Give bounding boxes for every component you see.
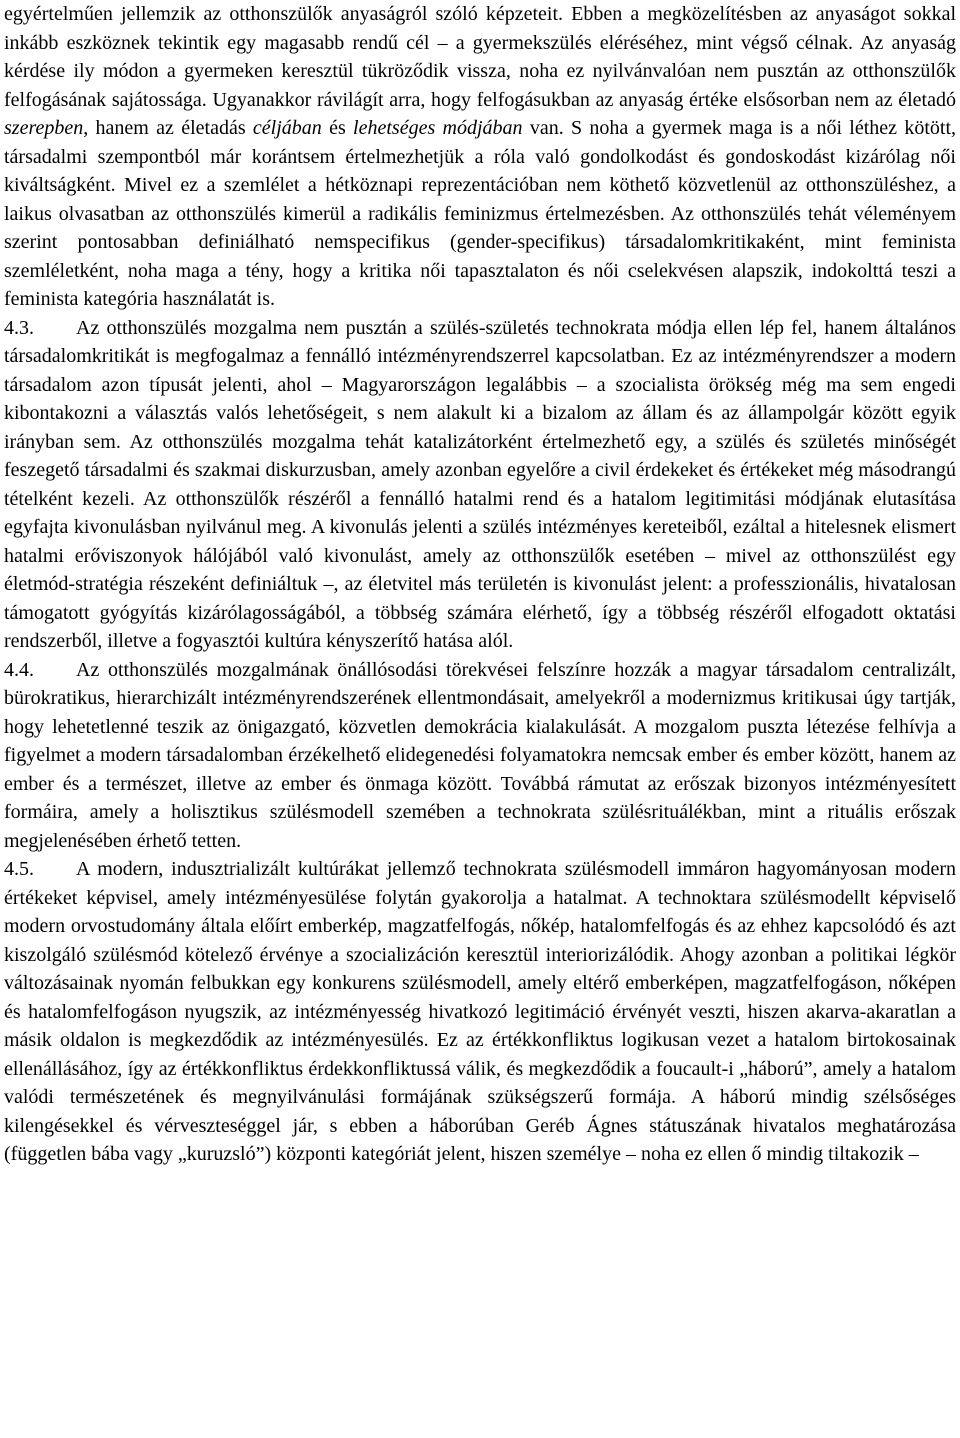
paragraph-text: és — [321, 117, 354, 139]
emphasized-text: szerepben — [4, 117, 84, 139]
emphasized-text: céljában — [252, 117, 322, 139]
paragraph-text: van. S noha a gyermek maga is a női léthez kötött, társadalmi szempontból már korántsem értelmezhetjük a róla való gondolkodást és gondoskodást kizárólag női kiváltságként. Mivel ez a szemlélet a hétköznapi reprezentációban nem köthető közvetlenül az otthonszüléshez, a laikus olvasatban az otthonszülés kimerül a radikális feminizmus értelmezésben. Az otthonszülés tehát véleményem szerint pontosabban definiálható nemspecifikus (gender-specifikus) társadalomkritikaként, mint feminista szemléletként, noha maga a tény, hogy a kritika női tapasztalaton és női cselekvésen alapszik, indokolttá teszi a feminista kategória használatát is. — [4, 117, 957, 310]
section-number: 4.3. — [4, 316, 34, 339]
paragraph-4-5 — [4, 855, 956, 1169]
paragraph-4-4 — [4, 656, 956, 856]
paragraph-4-3 — [4, 314, 956, 656]
section-number: 4.5. — [4, 858, 34, 880]
paragraph-text: egyértelműen jellemzik az otthonszülők anyaságról szóló képzeteit. Ebben a megközelítésben az anyaságot sokkal inkább eszköznek tekintik egy magasabb rendű cél – a gyermekszülés eléréséhez, mint végső célnak. Az anyaság kérdése ily módon a gyermeken keresztül tükröződik vissza, noha ez nyilvánvalóan nem pusztán az otthonszülők felfogásának sajátossága. Ugyanakkor rávilágít arra, hogy felfogásukban az anyaság értéke elsősorban nem az életadó — [4, 3, 956, 111]
paragraph-text: A modern, indusztrializált kultúrákat jellemző technokrata szülésmodell immáron hagyományosan modern értékeket képvisel, amely intézményesülése folytán gyakorolja a hatalmat. A technoktara szülésmodellt képviselő modern orvostudomány általa előírt emberkép, magzatfelfogás, nőkép, hatalomfelfogás és az ehhez kapcsolódó és azt kiszolgáló szülésmód kötelező érvénye a szocializáción keresztül interiorizálódik. Ahogy azonban a politikai légkör változásainak nyomán felbukkan egy konkurens szülésmodell, amely eltérő emberképen, magzatfelfogáson, nőképen és hatalomfelfogáson nyugszik, az intézményesség hivatkozó legitimáció érvényét veszti, hiszen akarva-akaratlan a másik oldalon is megkezdődik az intézményesülés. Ez az értékkonfliktus logikusan vezet a hatalom birtokosainak ellenállásához, így az értékkonfliktus érdekkonfliktussá válik, és megkezdődik a foucault-i „háború”, amely a hatalom valódi természetének és megnyilvánulási formájának szükségszerű formája. A háború mindig szélsőséges kilengésekkel és vérveszteséggel jár, s ebben a háborúban Geréb Ágnes státuszának hivatalos meghatározása (független bába vagy „kuruzsló”) központi kategóriát jelent, hiszen személye – noha ez ellen ő mindig tiltakozik – — [4, 858, 956, 1165]
paragraph-text: Az otthonszülés mozgalmának önállósodási törekvései felszínre hozzák a magyar társadalom centralizált, bürokratikus, hierarchizált intézményrendszerének ellentmondásait, amelyekről a modernizmus kritikusai úgy tartják, hogy lehetetlenné teszik az önigazgató, közvetlen demokrácia kialakulását. A mozgalom puszta létezése felhívja a figyelmet a modern társadalomban érzékelhető elidegenedési folyamatokra nemcsak ember és ember között, hanem az ember és a természet, illetve az ember és önmaga között. Továbbá rámutat az erőszak bizonyos intézményesített formáira, amely a holisztikus szülésmodell szemében a technokrata szülésrituálékban, mint a rituális erőszak megjelenésében érhető tetten. — [4, 658, 956, 852]
document-page — [4, 0, 956, 1169]
paragraph-text: , hanem az életadás — [83, 117, 253, 139]
emphasized-text: lehetséges módjában — [353, 117, 523, 139]
paragraph-intro — [4, 0, 956, 314]
paragraph-text: Az otthonszülés mozgalma nem pusztán a szülés-születés technokrata módja ellen lép fel, hanem általános társadalomkritikát is megfogalmaz a fennálló intézményrendszerrel kapcsolatban. Ez az intézményrendszer a modern társadalom azon típusát jelenti, ahol – Magyarországon legalábbis – a szocialista örökség még ma sem engedi kibontakozni a választás valós lehetőségeit, s nem alakult ki a bizalom az állam és az állampolgár között egyik irányban sem. Az otthonszülés mozgalma tehát katalizátorként értelmezhető egy, a szülés és születés minőségét feszegető társadalmi és szakmai diskurzusban, amely azonban egyelőre a civil érdekeket és értékeket még másodrangú tételként kezeli. Az otthonszülők részéről a fennálló hatalmi rend és a hatalom legitimitási módjának elutasítása egyfajta kivonulásban nyilvánul meg. A kivonulás jelenti a szülés intézményes kereteiből, ezáltal a hitelesnek elismert hatalmi erőviszonyok hálójából való kivonulást, amely az otthonszülők esetében – mivel az otthonszülést egy életmód-stratégia részeként definiáltuk –, az életvitel más területén is kivonulást jelent: a professzionális, hivatalosan támogatott gyógyítás kizárólagosságából, a többség számára elérhető, így a többség részéről elfogadott oktatási rendszerből, illetve a fogyasztói kultúra kényszerítő hatása alól. — [4, 316, 956, 652]
section-number: 4.4. — [4, 658, 34, 681]
